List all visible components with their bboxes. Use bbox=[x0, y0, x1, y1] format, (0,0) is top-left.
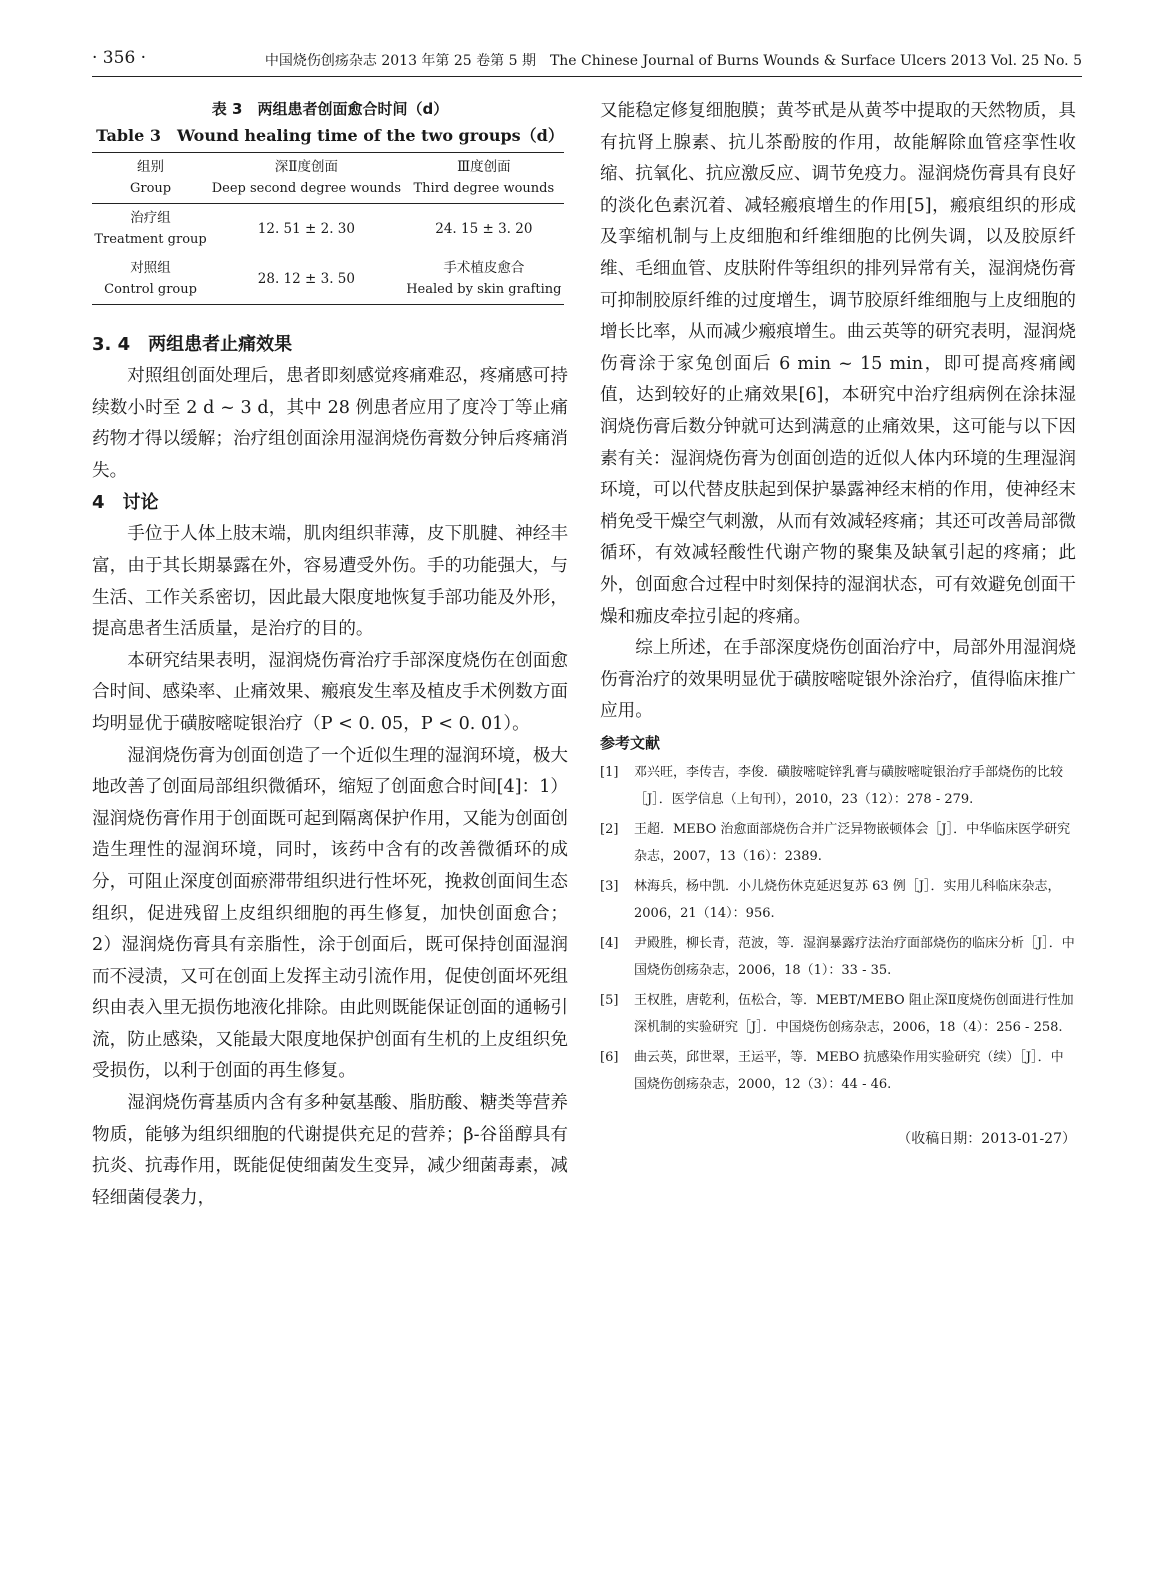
reference-item bbox=[600, 873, 1076, 927]
header-deep-second bbox=[209, 153, 404, 204]
deg3-cell bbox=[404, 254, 564, 305]
reference-number: [2] bbox=[600, 821, 619, 837]
reference-item bbox=[600, 1044, 1076, 1098]
reference-number: [1] bbox=[600, 764, 619, 780]
deg3-en: Healed by skin grafting bbox=[406, 282, 562, 297]
section-3-4-heading: 3. 4 两组患者止痛效果 bbox=[92, 334, 293, 355]
left-column bbox=[92, 95, 568, 1214]
reference-item bbox=[600, 930, 1076, 984]
deep2-cell: 28. 12 ± 3. 50 bbox=[257, 271, 355, 287]
header-cn: 组别 bbox=[137, 159, 165, 175]
right-column bbox=[600, 96, 1076, 1148]
group-cell bbox=[92, 204, 209, 255]
paragraph: 湿润烧伤膏基质内含有多种氨基酸、脂肪酸、糖类等营养物质，能够为组织细胞的代谢提供充足的营养；β-谷甾醇具有抗炎、抗毒作用，既能促使细菌发生变异，减少细菌毒素，减轻细菌侵袭力， bbox=[92, 1093, 568, 1208]
table-row bbox=[92, 204, 564, 255]
journal-title: 中国烧伤创疡杂志 2013 年第 25 卷第 5 期 The Chinese Journal of Burns Wounds & Surface Ulcers 2013 Vol. 25 No. 5 bbox=[264, 53, 1082, 69]
deg3-cell bbox=[404, 204, 564, 255]
table-title-en: Table 3 Wound healing time of the two groups（d） bbox=[96, 126, 564, 145]
group-en: Treatment group bbox=[94, 232, 207, 247]
reference-text: 尹殿胜，柳长青，范波，等．湿润暴露疗法治疗面部烧伤的临床分析［J］．中国烧伤创疡杂志，2006，18（1）：33 - 35. bbox=[634, 935, 1075, 978]
section-4-heading: 4 讨论 bbox=[92, 492, 159, 514]
header-en: Third degree wounds bbox=[413, 181, 555, 196]
paragraph: 本研究结果表明，湿润烧伤膏治疗手部深度烧伤在创面愈合时间、感染率、止痛效果、瘢痕发生率及植皮手术例数方面均明显优于磺胺嘧啶银治疗（P < 0. 05，P < 0. 01）。 bbox=[92, 650, 568, 734]
table-row bbox=[92, 254, 564, 305]
reference-number: [3] bbox=[600, 878, 619, 894]
results-table bbox=[92, 152, 564, 305]
group-cell bbox=[92, 254, 209, 305]
group-cn: 对照组 bbox=[130, 260, 171, 276]
paragraph: 又能稳定修复细胞膜；黄芩甙是从黄芩中提取的天然物质，具有抗肾上腺素、抗儿茶酚胺的作用，故能解除血管痉挛性收缩、抗氧化、抗应激反应、调节免疫力。湿润烧伤膏具有良好的淡化色素沉着、减轻瘢痕增生的作用[5]，瘢痕组织的形成及挛缩机制与上皮细胞和纤维细胞的比例失调，以及胶原纤维、毛细血管、皮肤附件等组织的排列异常有关，湿润烧伤膏可抑制胶原纤维的过度增生，调节胶原纤维细胞与上皮细胞的增长比率，从而减少瘢痕增生。曲云英等的研究表明，湿润烧伤膏涂于家兔创面后 6 min ~ 15 min，即可提高疼痛阈值，达到较好的止痛效果[6]，本研究中治疗组病例在涂抹湿润烧伤膏后数分钟就可达到满意的止痛效果，这可能与以下因素有关：湿润烧伤膏为创面创造的近似人体内环境的生理湿润环境，可以代替皮肤起到保护暴露神经末梢的作用，使神经末梢免受干燥空气刺激，从而有效减轻疼痛；其还可改善局部微循环，有效减轻酸性代谢产物的聚集及缺氧引起的疼痛；此外，创面愈合过程中时刻保持的湿润状态，可有效避免创面干燥和痂皮牵拉引起的疼痛。 bbox=[600, 101, 1076, 627]
header-en: Group bbox=[129, 181, 172, 196]
header-group bbox=[92, 153, 209, 204]
paragraph: 综上所述，在手部深度烧伤创面治疗中，局部外用湿润烧伤膏治疗的效果明显优于磺胺嘧啶银外涂治疗，值得临床推广应用。 bbox=[600, 638, 1076, 722]
running-header bbox=[92, 42, 1082, 77]
page-number: · 356 · bbox=[92, 48, 147, 68]
header-third-degree bbox=[404, 153, 564, 204]
reference-item bbox=[600, 759, 1076, 813]
paragraph: 湿润烧伤膏为创面创造了一个近似生理的湿润环境，极大地改善了创面局部组织微循环，缩短了创面愈合时间[4]：1）湿润烧伤膏作用于创面既可起到隔离保护作用，又能为创面创造生理性的湿润环境，同时，该药中含有的改善微循环的成分，可阻止深度创面瘀滞带组织进行性坏死，挽救创面间生态组织，促进残留上皮组织细胞的再生修复，加快创面愈合；2）湿润烧伤膏具有亲脂性，涂于创面后，既可保持创面湿润而不浸渍，又可在创面上发挥主动引流作用，促使创面坏死组织由表入里无损伤地液化排除。由此则既能保证创面的通畅引流，防止感染，又能最大限度地保护创面有生机的上皮组织免受损伤，以利于创面的再生修复。 bbox=[92, 745, 568, 1082]
paragraph: 对照组创面处理后，患者即刻感觉疼痛难忍，疼痛感可持续数小时至 2 d ~ 3 d，其中 28 例患者应用了度冷丁等止痛药物才得以缓解；治疗组创面涂用湿润烧伤膏数分钟后疼痛消失。 bbox=[92, 366, 568, 481]
header-en: Deep second degree wounds bbox=[211, 181, 402, 196]
references-heading: 参考文献 bbox=[600, 733, 661, 752]
reference-number: [5] bbox=[600, 992, 619, 1008]
deep2-cell: 12. 51 ± 2. 30 bbox=[257, 221, 355, 237]
received-date: （收稿日期：2013-01-27） bbox=[897, 1130, 1076, 1147]
reference-item bbox=[600, 987, 1076, 1041]
reference-number: [4] bbox=[600, 935, 619, 951]
reference-number: [6] bbox=[600, 1049, 619, 1065]
reference-text: 王超．MEBO 治愈面部烧伤合并广泛异物嵌顿体会［J］．中华临床医学研究杂志，2007，13（16）：2389. bbox=[634, 821, 1071, 864]
reference-item bbox=[600, 816, 1076, 870]
paragraph: 手位于人体上肢末端，肌肉组织菲薄，皮下肌腱、神经丰富，由于其长期暴露在外，容易遭受外伤。手的功能强大，与生活、工作关系密切，因此最大限度地恢复手部功能及外形，提高患者生活质量，是治疗的目的。 bbox=[92, 524, 568, 640]
header-cn: Ⅲ度创面 bbox=[457, 159, 511, 175]
reference-text: 邓兴旺，李传吉，李俊．磺胺嘧啶锌乳膏与磺胺嘧啶银治疗手部烧伤的比较［J］．医学信息（上旬刊），2010，23（12）：278 - 279. bbox=[634, 764, 1064, 807]
deg3-value: 手术植皮愈合 bbox=[443, 260, 525, 276]
deg3-value: 24. 15 ± 3. 20 bbox=[435, 221, 533, 237]
reference-text: 林海兵，杨中凯．小儿烧伤休克延迟复苏 63 例［J］．实用儿科临床杂志，2006，21（14）：956. bbox=[634, 878, 1061, 921]
reference-text: 曲云英，邱世翠，王运平，等．MEBO 抗感染作用实验研究（续）［J］．中国烧伤创疡杂志，2000，12（3）：44 - 46. bbox=[634, 1049, 1064, 1092]
group-cn: 治疗组 bbox=[130, 210, 171, 226]
header-cn: 深Ⅱ度创面 bbox=[274, 159, 338, 175]
group-en: Control group bbox=[104, 282, 197, 297]
reference-text: 王权胜，唐乾利，伍松合，等．MEBT/MEBO 阻止深Ⅱ度烧伤创面进行性加深机制的实验研究［J］．中国烧伤创疡杂志，2006，18（4）：256 - 258. bbox=[634, 992, 1074, 1035]
references-list bbox=[600, 759, 1076, 1098]
table-title-cn: 表 3 两组患者创面愈合时间（d） bbox=[211, 100, 449, 118]
table-header-row bbox=[92, 153, 564, 204]
